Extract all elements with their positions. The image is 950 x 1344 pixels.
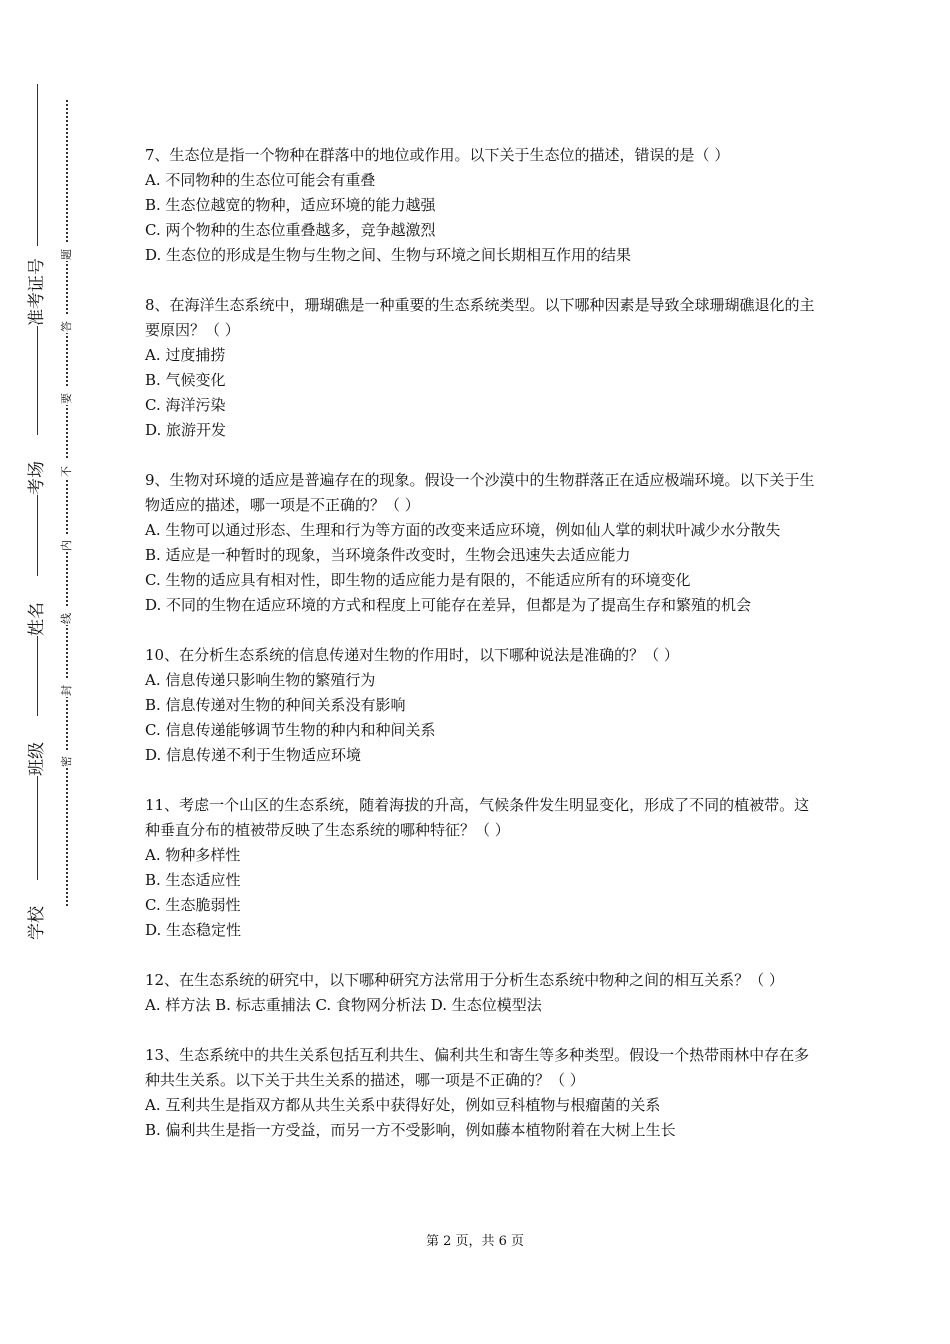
option-a: A. 生物可以通过形态、生理和行为等方面的改变来适应环境，例如仙人掌的刺状叶减少水分散失 [145,521,781,539]
question-stem: 13、生态系统中的共生关系包括互利共生、偏利共生和寄生等多种类型。假设一个热带雨林中存在多种共生关系。以下关于共生关系的描述，哪一项是不正确的？（ ） [145,1046,810,1089]
option-b: B. 气候变化 [145,371,226,389]
binding-warning-char: 答 [61,315,73,333]
option-b: B. 适应是一种暂时的现象，当环境条件改变时，生物会迅速失去适应能力 [145,546,631,564]
question-9 [145,468,815,618]
option-d: D. 生态位的形成是生物与生物之间、生物与环境之间长期相互作用的结果 [145,246,632,264]
question-13 [145,1043,815,1143]
options-inline: A. 样方法 B. 标志重捕法 C. 食物网分析法 D. 生态位模型法 [145,996,542,1014]
binding-warning-char: 内 [61,534,73,552]
option-a: A. 不同物种的生态位可能会有重叠 [145,171,376,189]
exam-room-label: 考场 [27,435,47,495]
question-list [145,143,815,1168]
binding-warning-char: 不 [61,460,73,478]
binding-warning-char: 线 [61,607,73,625]
question-11 [145,793,815,943]
question-stem: 12、在生态系统的研究中，以下哪种研究方法常用于分析生态系统中物种之间的相互关系？（ ） [145,971,784,989]
class-label: 班级 [27,716,47,776]
question-7 [145,143,815,268]
option-a: A. 过度捕捞 [145,346,226,364]
binding-warning-char: 密 [61,750,73,768]
binding-warning-char: 要 [61,387,73,405]
option-d: D. 信息传递不利于生物适应环境 [145,746,362,764]
page-footer: 第 2 页，共 6 页 [425,1234,525,1249]
option-c: C. 海洋污染 [145,396,226,414]
question-10 [145,643,815,768]
binding-warning-char: 封 [61,679,73,697]
option-d: D. 旅游开发 [145,421,227,439]
binding-warning-char: 题 [61,243,73,261]
option-a: A. 互利共生是指双方都从共生关系中获得好处，例如豆科植物与根瘤菌的关系 [145,1096,661,1114]
option-b: B. 偏利共生是指一方受益，而另一方不受影响，例如藤本植物附着在大树上生长 [145,1121,676,1139]
option-c: C. 两个物种的生态位重叠越多，竞争越激烈 [145,221,436,239]
option-b: B. 信息传递对生物的种间关系没有影响 [145,696,406,714]
option-d: D. 不同的生物在适应环境的方式和程度上可能存在差异，但都是为了提高生存和繁殖的机会 [145,596,752,614]
option-b: B. 生态位越宽的物种，适应环境的能力越强 [145,196,436,214]
binding-solid-line [37,84,38,922]
question-12 [145,968,815,1018]
option-c: C. 信息传递能够调节生物的种内和种间关系 [145,721,436,739]
option-c: C. 生态脆弱性 [145,896,241,914]
exam-number-label: 准考证号 [27,246,47,326]
question-stem: 7、生态位是指一个物种在群落中的地位或作用。以下关于生态位的描述，错误的是（ ） [145,146,730,164]
question-stem: 8、在海洋生态系统中，珊瑚礁是一种重要的生态系统类型。以下哪种因素是导致全球珊瑚礁退化的主要原因？（ ） [145,296,815,339]
option-a: A. 物种多样性 [145,846,241,864]
binding-dotted-line [66,100,68,906]
option-b: B. 生态适应性 [145,871,241,889]
question-stem: 9、生物对环境的适应是普遍存在的现象。假设一个沙漠中的生物群落正在适应极端环境。以下关于生物适应的描述，哪一项是不正确的？（ ） [145,471,815,514]
option-c: C. 生物的适应具有相对性，即生物的适应能力是有限的，不能适应所有的环境变化 [145,571,691,589]
option-a: A. 信息传递只影响生物的繁殖行为 [145,671,376,689]
school-label: 学校 [27,880,47,940]
question-stem: 11、考虑一个山区的生态系统，随着海拔的升高，气候条件发生明显变化，形成了不同的植被带。这种垂直分布的植被带反映了生态系统的哪种特征？（ ） [145,796,810,839]
question-8 [145,293,815,443]
name-label: 姓名 [27,576,47,636]
question-stem: 10、在分析生态系统的信息传递对生物的作用时，以下哪种说法是准确的？（ ） [145,646,679,664]
option-d: D. 生态稳定性 [145,921,242,939]
